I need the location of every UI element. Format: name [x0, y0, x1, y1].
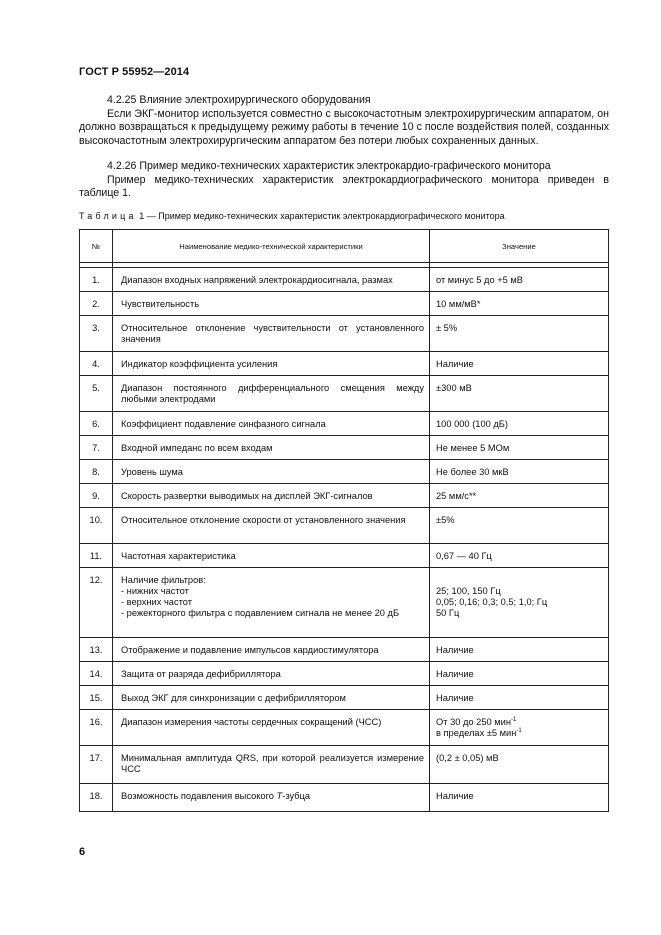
row-value: Не менее 5 МОм: [430, 436, 609, 460]
table-row: [80, 746, 609, 784]
table-row: [80, 544, 609, 568]
row-name: Диапазон измерения частоты сердечных сокращений (ЧСС): [113, 710, 430, 746]
table-row: [80, 268, 609, 292]
row-value: Не более 30 мкВ: [430, 460, 609, 484]
filter-low: - нижних частот: [121, 586, 189, 596]
row-name: [113, 568, 430, 638]
table-row: [80, 638, 609, 662]
table-row: [80, 710, 609, 746]
caption-number: 1: [139, 211, 145, 221]
row-name: Выход ЭКГ для синхронизации с дефибриллятором: [113, 686, 430, 710]
table-row: [80, 376, 609, 412]
header-num: №: [80, 230, 113, 263]
row-value: Наличие: [430, 784, 609, 812]
row-num: 17.: [80, 746, 113, 784]
row-value: ±300 мВ: [430, 376, 609, 412]
row-num: 3.: [80, 316, 113, 352]
row-name: Чувствительность: [113, 292, 430, 316]
characteristics-table: [79, 229, 609, 812]
row-name: Входной импеданс по всем входам: [113, 436, 430, 460]
row-name: Минимальная амплитуда QRS, при которой реализуется измерение ЧСС: [113, 746, 430, 784]
table-header-row: [80, 230, 609, 263]
row-value: Наличие: [430, 352, 609, 376]
table-row: [80, 436, 609, 460]
section-title: 4.2.26 Пример медико-технических характеристик электрокардио-графического монитора: [107, 160, 551, 172]
row-name: Индикатор коэффициента усиления: [113, 352, 430, 376]
row-num: 1.: [80, 268, 113, 292]
row-name: Защита от разряда дефибриллятора: [113, 662, 430, 686]
section-4-2-26: [79, 160, 609, 201]
row-value: (0,2 ± 0,05) мВ: [430, 746, 609, 784]
row-num: 6.: [80, 412, 113, 436]
table-row: [80, 316, 609, 352]
row-name: Относительное отклонение скорости от установленного значения: [113, 508, 430, 544]
row-num: 15.: [80, 686, 113, 710]
table-caption: [79, 211, 505, 221]
row-value: 10 мм/мВ*: [430, 292, 609, 316]
section-text: Пример медико-технических характеристик электрокардиографического монитора приведен в таблице 1.: [79, 173, 609, 200]
page-number: 6: [79, 846, 86, 858]
filter-high-value: 0,05; 0,16; 0,3; 0,5; 1,0; Гц: [436, 597, 548, 607]
table-row: [80, 352, 609, 376]
filters-heading: Наличие фильтров:: [121, 575, 206, 585]
row-value: [430, 568, 609, 638]
row-num: 14.: [80, 662, 113, 686]
row-value: ±5%: [430, 508, 609, 544]
filter-notch: - режекторного фильтра с подавлением сигнала не менее 20 дБ: [121, 608, 400, 618]
t-wave-letter: T: [276, 791, 283, 801]
caption-label: Таблица: [79, 211, 137, 221]
exponent: -1: [516, 728, 522, 734]
table-row: [80, 686, 609, 710]
row-value: ± 5%: [430, 316, 609, 352]
row-name: Возможность подавления высокого T-зубца: [113, 784, 430, 812]
row-name: Уровень шума: [113, 460, 430, 484]
row-num: 18.: [80, 784, 113, 812]
row-num: 11.: [80, 544, 113, 568]
filter-low-value: 25; 100, 150 Гц: [436, 586, 501, 596]
hr-range-value: От 30 до 250 мин: [436, 717, 511, 727]
table-row: [80, 460, 609, 484]
table-row: [80, 662, 609, 686]
filter-high: - верхних частот: [121, 597, 192, 607]
row-num: 5.: [80, 376, 113, 412]
row-value: Наличие: [430, 662, 609, 686]
document-standard-header: ГОСТ Р 55952—2014: [79, 66, 190, 78]
row-name: Диапазон постоянного дифференциального смещения между любыми электродами: [113, 376, 430, 412]
exponent: -1: [511, 717, 517, 723]
row-value: [430, 710, 609, 746]
row-value: Наличие: [430, 638, 609, 662]
row-value: Наличие: [430, 686, 609, 710]
row-num: 16.: [80, 710, 113, 746]
row-name: Отображение и подавление импульсов кардиостимулятора: [113, 638, 430, 662]
table-row: [80, 508, 609, 544]
table-row: [80, 484, 609, 508]
row-value: 25 мм/с**: [430, 484, 609, 508]
row-name: Коэффициент подавление синфазного сигнала: [113, 412, 430, 436]
filter-notch-value: 50 Гц: [436, 608, 460, 618]
row-num: 2.: [80, 292, 113, 316]
section-title: 4.2.25 Влияние электрохирургического оборудования: [107, 94, 371, 106]
hr-accuracy-value: в пределах ±5 мин: [436, 728, 517, 738]
header-value: Значение: [430, 230, 609, 263]
row-name: Частотная характеристика: [113, 544, 430, 568]
row-value: 0,67 — 40 Гц: [430, 544, 609, 568]
caption-text: — Пример медико-технических характеристик электрокардиографического монитора: [146, 211, 505, 221]
row-name: Относительное отклонение чувствительности от установленного значения: [113, 316, 430, 352]
row-num: 8.: [80, 460, 113, 484]
row-num: 4.: [80, 352, 113, 376]
header-name: Наименование медико-технической характеристики: [113, 230, 430, 263]
row-name: Диапазон входных напряжений электрокардиосигнала, размах: [113, 268, 430, 292]
row-value: от минус 5 до +5 мВ: [430, 268, 609, 292]
table-row: [80, 292, 609, 316]
row-num: 9.: [80, 484, 113, 508]
row-value: 100 000 (100 дБ): [430, 412, 609, 436]
table-row: [80, 412, 609, 436]
row-num: 7.: [80, 436, 113, 460]
section-text: Если ЭКГ-монитор используется совместно с высокочастотным электрохирургическим аппаратом, он должно возвращаться к предыдущему режиму работы в течение 10 с после воздействия полей, созданных высокочастотным электрохирургическим аппаратом без потери любых сохраненных данных.: [79, 107, 609, 147]
row-num: 10.: [80, 508, 113, 544]
row-num: 13.: [80, 638, 113, 662]
table-row: [80, 784, 609, 812]
row-name: Скорость развертки выводимых на дисплей ЭКГ-сигналов: [113, 484, 430, 508]
table-row: [80, 568, 609, 638]
row-num: 12.: [80, 568, 113, 638]
section-4-2-25: [79, 94, 609, 148]
